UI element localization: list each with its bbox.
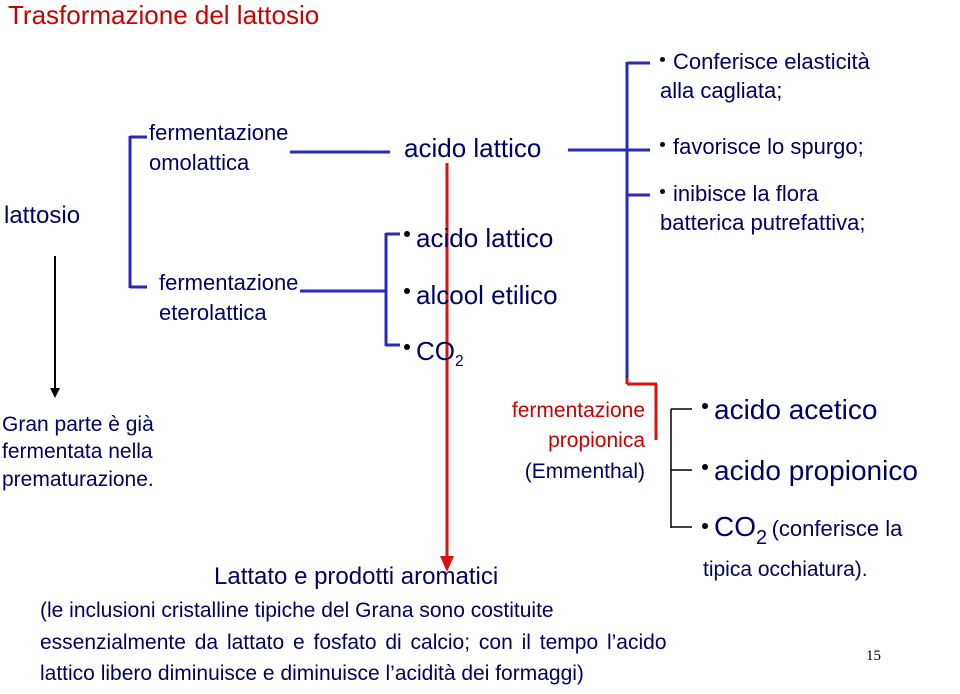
prop-product-propionico — [702, 455, 918, 487]
etero-product-acido-lattico — [404, 223, 553, 254]
prop-product-text: (conferisce la — [771, 516, 903, 541]
page-title: Trasformazione del lattosio — [8, 0, 320, 30]
effect-text: batterica putrefattiva; — [660, 209, 866, 235]
bullet-icon — [404, 344, 410, 350]
prop-product-text: acido acetico — [714, 394, 878, 425]
effect-text: alla cagliata; — [660, 77, 783, 103]
lattosio-label: lattosio — [4, 202, 81, 229]
propionica-label — [440, 396, 645, 487]
prop-product-text: acido propionico — [714, 455, 918, 486]
omolattica-line2: omolattica — [149, 149, 250, 175]
propionica-line3: (Emmenthal) — [524, 459, 645, 483]
bullet-icon — [660, 142, 665, 147]
bullet-icon — [702, 523, 708, 529]
co2-text: CO — [416, 336, 455, 366]
etero-product-text: acido lattico — [416, 223, 554, 253]
co2-text: CO — [714, 511, 756, 542]
note-line3: lattico libero diminuisce e diminuisce l’acidità dei formaggi) — [40, 662, 584, 685]
co2-subscript: 2 — [756, 527, 768, 549]
bullet-icon — [660, 57, 665, 62]
lattato-label: Lattato e prodotti aromatici — [214, 563, 499, 590]
eterolattica-line2: eterolattica — [159, 299, 267, 325]
prop-product-co2-line2: tipica occhiatura). — [703, 558, 868, 581]
prop-product-co2 — [702, 511, 903, 549]
eterolattica-label — [159, 268, 298, 327]
prop-product-acetico — [702, 394, 877, 426]
effect-flora — [660, 180, 865, 237]
gran-parte-line: fermentata nella — [2, 440, 153, 464]
effect-text: Conferisce elasticità — [673, 49, 870, 74]
page-number: 15 — [866, 648, 881, 664]
bullet-icon — [404, 231, 410, 237]
omolattica-line1: fermentazione — [149, 120, 289, 145]
note-line2: essenzialmente da lattato e fosfato di calcio; con il tempo l’acido — [40, 631, 667, 654]
bullet-icon — [702, 464, 708, 470]
acido-lattico-label: acido lattico — [404, 133, 542, 163]
bullet-icon — [660, 189, 665, 194]
bullet-icon — [702, 403, 708, 409]
effect-spurgo — [660, 134, 864, 160]
note-line1: (le inclusioni cristalline tipiche del Grana sono costituite — [40, 599, 554, 622]
eterolattica-line1: fermentazione — [159, 270, 299, 295]
etero-product-co2 — [404, 336, 464, 371]
etero-product-alcool — [404, 280, 558, 311]
effect-text: inibisce la flora — [673, 181, 819, 206]
gran-parte-note — [2, 411, 154, 493]
propionica-line1: fermentazione — [511, 399, 645, 422]
gran-parte-line: Gran parte è già — [2, 413, 154, 436]
effect-text: favorisce lo spurgo; — [673, 134, 864, 159]
gran-parte-line: prematurazione. — [2, 467, 154, 491]
etero-product-text: alcool etilico — [416, 280, 558, 310]
omolattica-label — [149, 118, 288, 177]
co2-subscript: 2 — [455, 353, 464, 371]
propionica-line2: propionica — [548, 429, 645, 453]
gran-parte-arrow-head — [50, 388, 60, 398]
bullet-icon — [404, 288, 410, 294]
effect-elasticita — [660, 48, 870, 105]
